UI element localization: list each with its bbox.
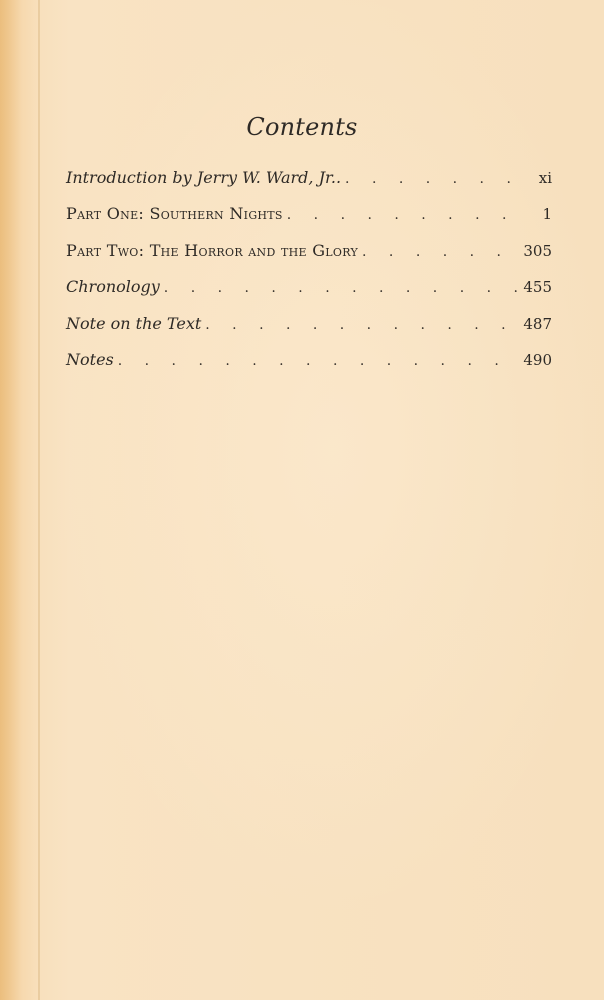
- toc-entry-title: Note on the Text: [66, 313, 202, 333]
- toc-page-number: xi: [538, 169, 552, 187]
- toc-entry-note-on-text: [66, 314, 552, 350]
- toc-entry-title: Part Two: The Horror and the Glory: [66, 240, 359, 260]
- toc-page-number: 490: [523, 350, 552, 369]
- toc-entry-chronology: [66, 277, 552, 313]
- page-fold-shadow: [0, 0, 22, 1000]
- toc-page-number: 487: [523, 314, 552, 333]
- toc-entry-introduction: [66, 168, 552, 204]
- dot-leader: [164, 280, 518, 296]
- dot-leader: [362, 244, 517, 260]
- toc-page-number: 1: [542, 205, 552, 224]
- toc-entry-title: Part One: Southern Nights: [66, 204, 283, 224]
- toc-entry-part-two: [66, 241, 552, 277]
- gutter-line: [38, 0, 40, 1000]
- dot-leader: [287, 207, 520, 223]
- toc-entry-notes: [66, 350, 552, 386]
- toc-page-number: 455: [523, 278, 552, 297]
- toc-entry-title: Chronology: [66, 277, 160, 297]
- dot-leader: [205, 317, 517, 333]
- toc-page-number: 305: [523, 241, 552, 260]
- table-of-contents: [66, 168, 552, 386]
- dot-leader: [118, 353, 518, 369]
- dot-leader: [345, 171, 520, 187]
- toc-entry-title: Notes: [66, 349, 114, 369]
- toc-entry-title: Introduction by Jerry W. Ward, Jr..: [66, 168, 342, 187]
- contents-heading: Contents: [246, 113, 358, 141]
- toc-entry-part-one: [66, 204, 552, 240]
